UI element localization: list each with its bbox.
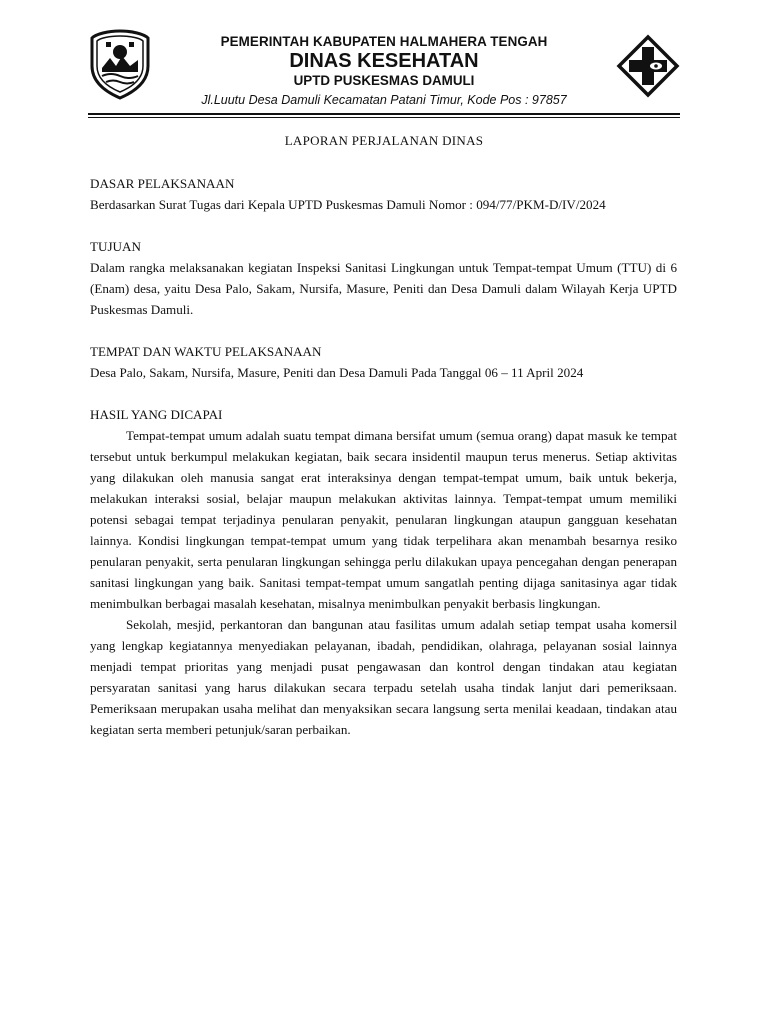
unit-name: UPTD PUSKESMAS DAMULI — [293, 73, 475, 88]
office-address: Jl.Luutu Desa Damuli Kecamatan Patani Timur, Kode Pos : 97857 — [201, 93, 567, 107]
results-paragraph-1: Tempat-tempat umum adalah suatu tempat dimana bersifat umum (semua orang) dapat masuk ke tempat tersebut untuk berkumpul melakukan kegiatan, baik secara insidentil maupun terus menerus. Setiap aktivitas yang dilakukan oleh manusia sangat erat interaksinya dengan tempat-tempat umum, baik untuk bekerja, melakukan interaksi sosial, belajar maupun melakukan aktivitas lainnya. Tempat-tempat umum memiliki potensi sebagai tempat terjadinya penularan penyakit, penularan lingkungan ataupun gangguan kesehatan lainnya. Kondisi lingkungan tempat-tempat umum yang tidak terpelihara akan menambah besarnya resiko penularan penyakit, serta penularan lingkungan sehingga perlu dilakukan upaya pencegahan dengan penerapan sanitasi lingkungan yang baik. Sanitasi tempat-tempat umum sangatlah penting dijaga sanitasinya agar tidak menimbulkan berbagai masalah kesehatan, misalnya menimbulkan penyakit berbasis lingkungan. — [90, 428, 677, 611]
section-basis — [90, 173, 677, 215]
section-place-time — [90, 341, 677, 383]
section-heading: TEMPAT DAN WAKTU PELAKSANAAN — [90, 344, 322, 359]
regency-emblem-icon — [88, 28, 152, 100]
letterhead-text — [158, 34, 610, 109]
section-heading: DASAR PELAKSANAAN — [90, 176, 235, 191]
section-purpose — [90, 236, 677, 320]
letterhead-divider — [88, 113, 680, 118]
section-text: Dalam rangka melaksanakan kegiatan Inspeksi Sanitasi Lingkungan untuk Tempat-tempat Umum (TTU) di 6 (Enam) desa, yaitu Desa Palo, Sakam, Nursifa, Masure, Peniti dan Desa Damuli dalam Wilayah Kerja UPTD Puskesmas Damuli. — [90, 260, 677, 317]
letterhead — [88, 28, 680, 116]
health-cross-icon — [616, 34, 680, 98]
section-heading: TUJUAN — [90, 239, 141, 254]
report-body — [90, 173, 677, 740]
section-results — [90, 404, 677, 740]
section-text: Berdasarkan Surat Tugas dari Kepala UPTD Puskesmas Damuli Nomor : 094/77/PKM-D/IV/2024 — [90, 197, 606, 212]
section-text: Desa Palo, Sakam, Nursifa, Masure, Peniti dan Desa Damuli Pada Tanggal 06 – 11 April 2024 — [90, 365, 584, 380]
section-heading: HASIL YANG DICAPAI — [90, 407, 223, 422]
government-name: PEMERINTAH KABUPATEN HALMAHERA TENGAH — [220, 34, 548, 49]
document-title: LAPORAN PERJALANAN DINAS — [284, 133, 484, 148]
department-name: DINAS KESEHATAN — [289, 50, 479, 72]
results-paragraph-2: Sekolah, mesjid, perkantoran dan bangunan atau fasilitas umum adalah setiap tempat usaha komersil yang lengkap kegiatannya menyediakan pelayanan, ibadah, pendidikan, olahraga, pelayanan sosial lainnya menjadi tempat prioritas yang menjadi pusat pengawasan dan kontrol dengan tindakan atau kegiatan persyaratan sanitasi yang harus dilakukan secara terpadu setelah usaha tindak lanjut dari pemeriksaan. Pemeriksaan merupakan usaha melihat dan menyaksikan secara langsung serta menilai keadaan, tindakan atau kegiatan serta memberi petunjuk/saran perbaikan. — [90, 617, 677, 737]
